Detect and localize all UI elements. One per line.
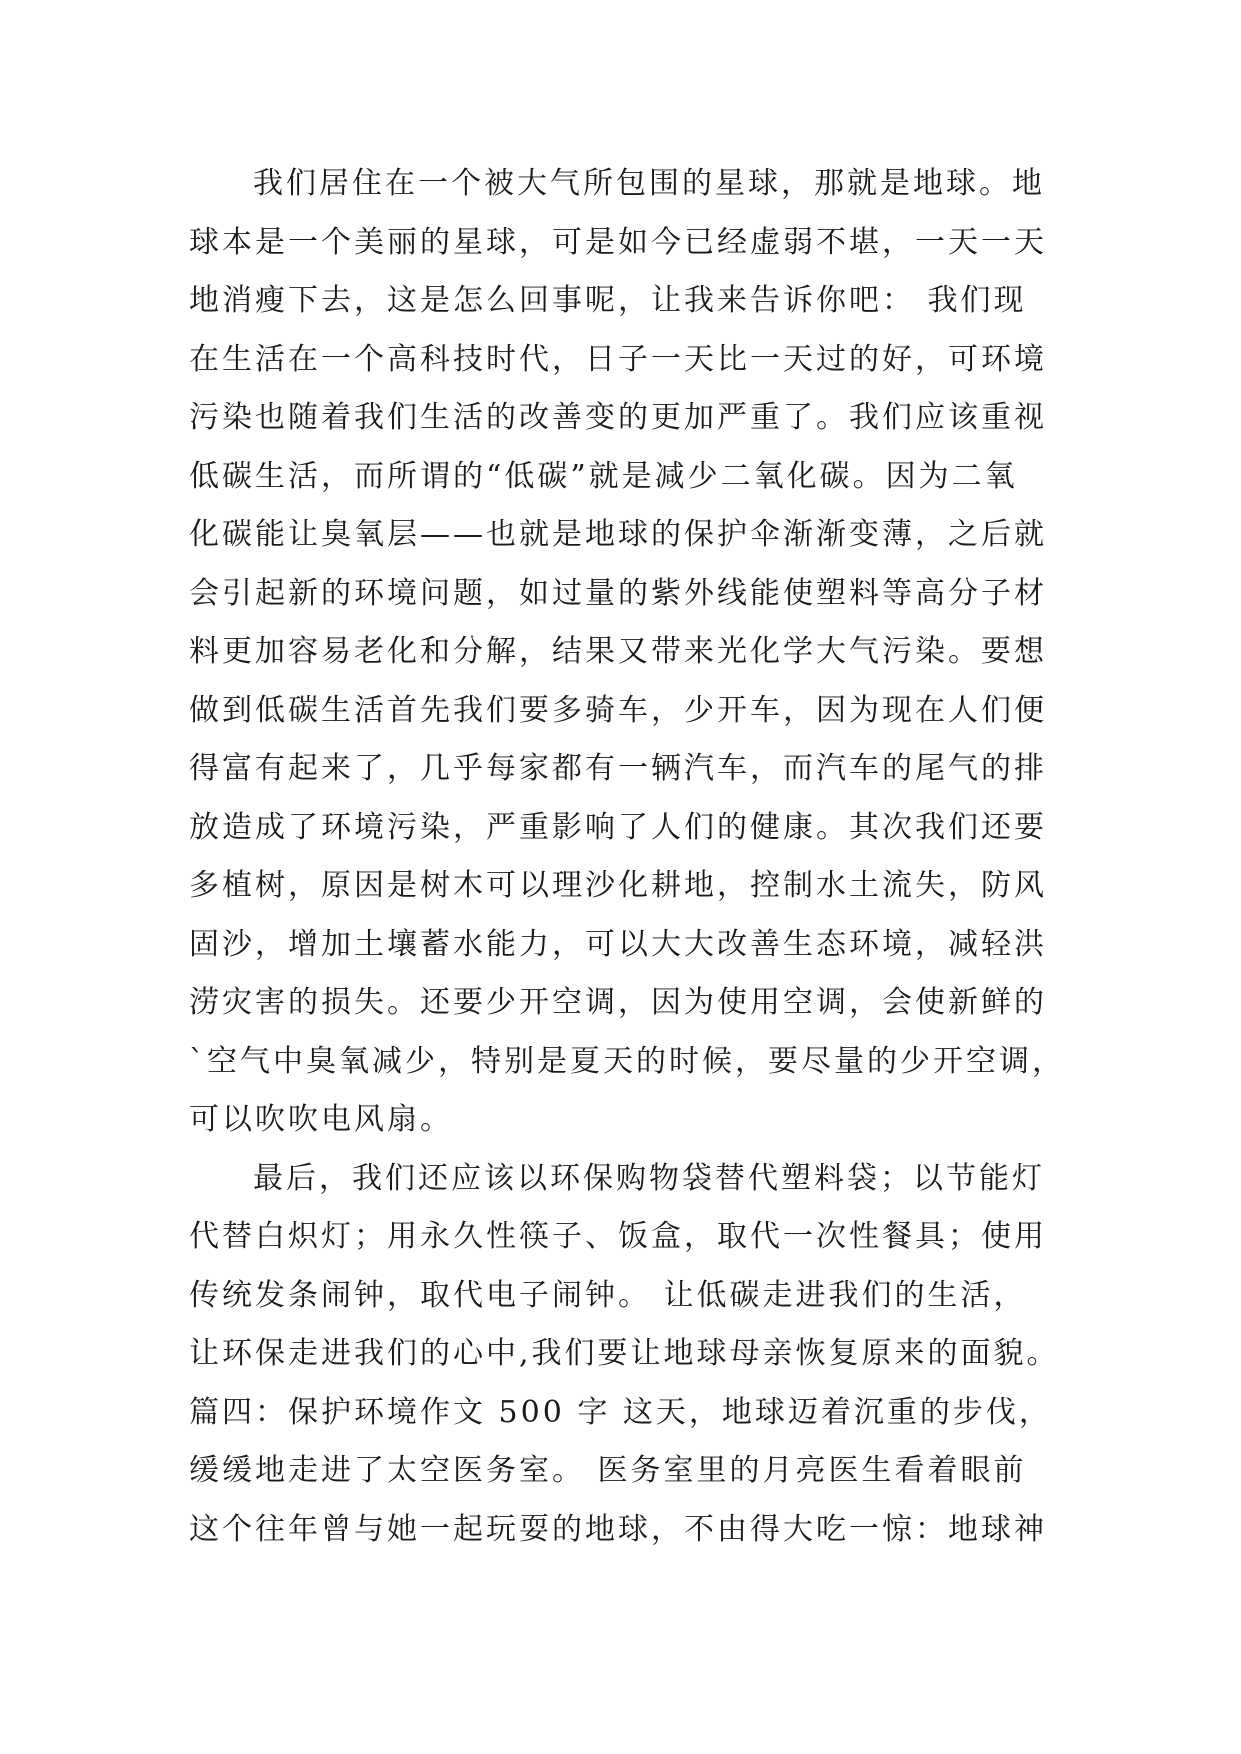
text-line: 涝灾害的损失。还要少开空调，因为使用空调，会使新鲜的: [189, 985, 1047, 1020]
text-line: 做到低碳生活首先我们要多骑车，少开车，因为现在人们便: [189, 692, 1047, 728]
text-line: 可以吹吹电风扇。: [189, 1102, 453, 1137]
text-line: 会引起新的环境问题，如过量的紫外线能使塑料等高分子材: [189, 575, 1047, 611]
text-line: 得富有起来了，几乎每家都有一辆汽车，而汽车的尾气的排: [189, 751, 1047, 786]
text-line: 地消瘦下去，这是怎么回事呢，让我来告诉你吧： 我们现: [189, 283, 1027, 318]
text-line: 放造成了环境污染，严重影响了人们的健康。其次我们还要: [189, 809, 1047, 845]
text-line: `空气中臭氧减少，特别是夏天的时候，要尽量的少开空调，: [189, 1043, 1065, 1079]
essay-body: [189, 155, 1069, 1559]
text-line: 传统发条闹钟，取代电子闹钟。 让低碳走进我们的生活，: [189, 1277, 1027, 1313]
text-line: 料更加容易老化和分解，结果又带来光化学大气污染。要想: [189, 634, 1047, 669]
text-line: 篇四：保护环境作文 500 字 这天，地球迈着沉重的步伐，: [189, 1394, 1052, 1430]
text-line: 让环保走进我们的心中,我们要让地球母亲恢复原来的面貌。: [189, 1336, 1060, 1371]
text-line: 球本是一个美丽的星球，可是如今已经虚弱不堪，一天一天: [189, 224, 1047, 260]
text-line: 代替白炽灯；用永久性筷子、饭盒，取代一次性餐具；使用: [189, 1219, 1047, 1254]
text-line: 缓缓地走进了太空医务室。 医务室里的月亮医生看着眼前: [189, 1453, 1027, 1488]
text-line: 低碳生活，而所谓的“低碳”就是减少二氧化碳。因为二氧: [189, 458, 1018, 494]
text-line: 我们居住在一个被大气所包围的星球，那就是地球。地: [253, 166, 1045, 201]
text-line: 化碳能让臭氧层——也就是地球的保护伞渐渐变薄，之后就: [189, 517, 1047, 552]
text-line: 污染也随着我们生活的改善变的更加严重了。我们应该重视: [189, 400, 1047, 435]
text-line: 固沙，增加土壤蓄水能力，可以大大改善生态环境，减轻洪: [189, 926, 1047, 962]
text-line: 最后，我们还应该以环保购物袋替代塑料袋；以节能灯: [253, 1160, 1045, 1196]
text-line: 在生活在一个高科技时代，日子一天比一天过的好，可环境: [189, 341, 1047, 377]
text-line: 这个往年曾与她一起玩耍的地球，不由得大吃一惊：地球神: [189, 1511, 1047, 1547]
text-line: 多植树，原因是树木可以理沙化耕地，控制水土流失，防风: [189, 868, 1047, 903]
